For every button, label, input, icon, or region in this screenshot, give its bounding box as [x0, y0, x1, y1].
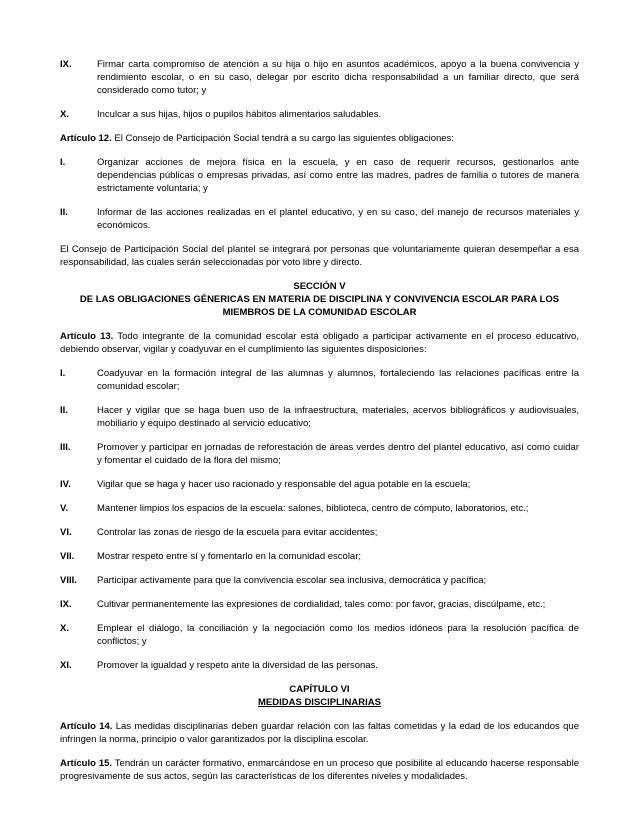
consejo-paragraph: El Consejo de Participación Social del plantel se integrará por personas que voluntariamente quieran desempeñar a esa responsabilidad, las cuales serán seleccionadas por voto libre y directo. [60, 244, 579, 268]
list-item [60, 206, 579, 232]
list-item [60, 550, 579, 563]
article-text: Todo integrante de la comunidad escolar está obligado a participar activamente en el proceso educativo, debiendo observar, vigilar y coadyuvar en el cumplimiento las siguientes disposiciones: [60, 331, 579, 355]
item-number: IX. [60, 599, 72, 610]
item-number: III. [60, 442, 71, 453]
article-15 [60, 757, 579, 783]
list-block-1 [60, 58, 579, 121]
item-number: XI. [60, 660, 72, 671]
item-text: Cultivar permanentemente las expresiones de cordialidad, tales como: por favor, gracias, discúlpame, etc.; [97, 599, 546, 610]
item-number: V. [60, 503, 69, 514]
item-text: Organizar acciones de mejora física en la escuela, y en caso de requerir recursos, gestionarlos ante dependencias públicas o empresas privadas, así como entre las madres, padres de familia o tutores de manera estrictamente voluntaria; y [97, 157, 579, 194]
article-14 [60, 720, 579, 746]
list-item [60, 574, 579, 587]
item-number: II. [60, 207, 68, 218]
chapter-title: CAPÍTULO VI [289, 684, 350, 695]
item-text: Emplear el diálogo, la conciliación y la negociación como los medios idóneos para la resolución pacífica de conflictos; y [97, 623, 579, 647]
list-item [60, 404, 579, 430]
article-label: Artículo 15. [60, 758, 113, 769]
article-label: Artículo 12. [60, 133, 112, 144]
item-text: Mostrar respeto entre sí y fomentarlo en la comunidad escolar; [97, 551, 362, 562]
item-number: VI. [60, 527, 72, 538]
list-item [60, 156, 579, 195]
item-number: X. [60, 109, 69, 120]
list-item [60, 478, 579, 491]
list-item [60, 108, 579, 121]
item-text: Firmar carta compromiso de atención a su hija o hijo en asuntos académicos, apoyo a la buena convivencia y rendimiento escolar, o en su caso, delegar por escrito dicha responsabilidad a un familiar directo, que será considerado como tutor; y [97, 59, 579, 96]
list-item [60, 598, 579, 611]
section-heading [60, 280, 579, 319]
article-text: Las medidas disciplinarias deben guardar relación con las faltas cometidas y la edad de los educandos que infringen la norma, principio o valor garantizados por la disciplina escolar. [60, 721, 579, 745]
item-number: X. [60, 623, 69, 634]
list-item [60, 367, 579, 393]
item-number: I. [60, 157, 66, 168]
item-text: Hacer y vigilar que se haga buen uso de la infraestructura, materiales, acervos bibliográficos y audiovisuales, mobiliario y equipo destinado al servicio educativo; [97, 405, 579, 429]
article-12 [60, 132, 579, 145]
section-subtitle-line-1: DE LAS OBLIGACIONES GÉNERICAS EN MATERIA DE DISCIPLINA Y CONVIVENCIA ESCOLAR PARA LOS [79, 294, 560, 305]
item-text: Informar de las acciones realizadas en el plantel educativo, y en su caso, del manejo de recursos materiales y económicos. [97, 207, 579, 231]
list-item [60, 659, 579, 672]
list-item [60, 502, 579, 515]
list-item [60, 622, 579, 648]
item-text: Mantener limpios los espacios de la escuela: salones, biblioteca, centro de cómputo, laboratorios, etc.; [97, 503, 529, 514]
item-text: Participar activamente para que la convivencia escolar sea inclusiva, democrática y pacífica; [97, 575, 487, 586]
section-subtitle-line-2: MIEMBROS DE LA COMUNIDAD ESCOLAR [222, 307, 417, 318]
item-text: Coadyuvar en la formación integral de las alumnas y alumnos, fortaleciendo las relaciones pacíficas entre la comunidad escolar; [97, 368, 579, 392]
item-number: IV. [60, 479, 71, 490]
article-13 [60, 330, 579, 356]
list-item [60, 526, 579, 539]
item-number: I. [60, 368, 66, 379]
item-number: VII. [60, 551, 75, 562]
item-text: Vigilar que se haga y hacer uso racionado y responsable del agua potable en la escuela; [97, 479, 471, 490]
item-text: Promover la igualdad y respeto ante la diversidad de las personas. [97, 660, 378, 671]
section-title: SECCIÓN V [293, 281, 346, 292]
article-label: Artículo 14. [60, 721, 113, 732]
list-item [60, 441, 579, 467]
list-block-3 [60, 367, 579, 672]
list-item [60, 58, 579, 97]
item-text: Controlar las zonas de riesgo de la escuela para evitar accidentes; [97, 527, 378, 538]
article-text: Tendrán un carácter formativo, enmarcándose en un proceso que posibilite al educando hacerse responsable progresivamente de sus actos, según las características de los diferentes niveles y modalidades. [60, 758, 579, 782]
item-text: Inculcar a sus hijas, hijos o pupilos hábitos alimentarios saludables. [97, 109, 382, 120]
item-number: IX. [60, 59, 72, 70]
item-number: VIII. [60, 575, 77, 586]
chapter-heading [60, 683, 579, 709]
item-number: II. [60, 405, 68, 416]
document-page [60, 58, 579, 794]
article-text: El Consejo de Participación Social tendrá a su cargo las siguientes obligaciones: [111, 133, 454, 144]
chapter-subtitle: MEDIDAS DISCIPLINARIAS [258, 697, 381, 708]
article-label: Artículo 13. [60, 331, 114, 342]
list-block-2 [60, 156, 579, 232]
item-text: Promover y participar en jornadas de reforestación de áreas verdes dentro del plantel educativo, así como cuidar y fomentar el cuidado de la flora del mismo; [97, 442, 579, 466]
